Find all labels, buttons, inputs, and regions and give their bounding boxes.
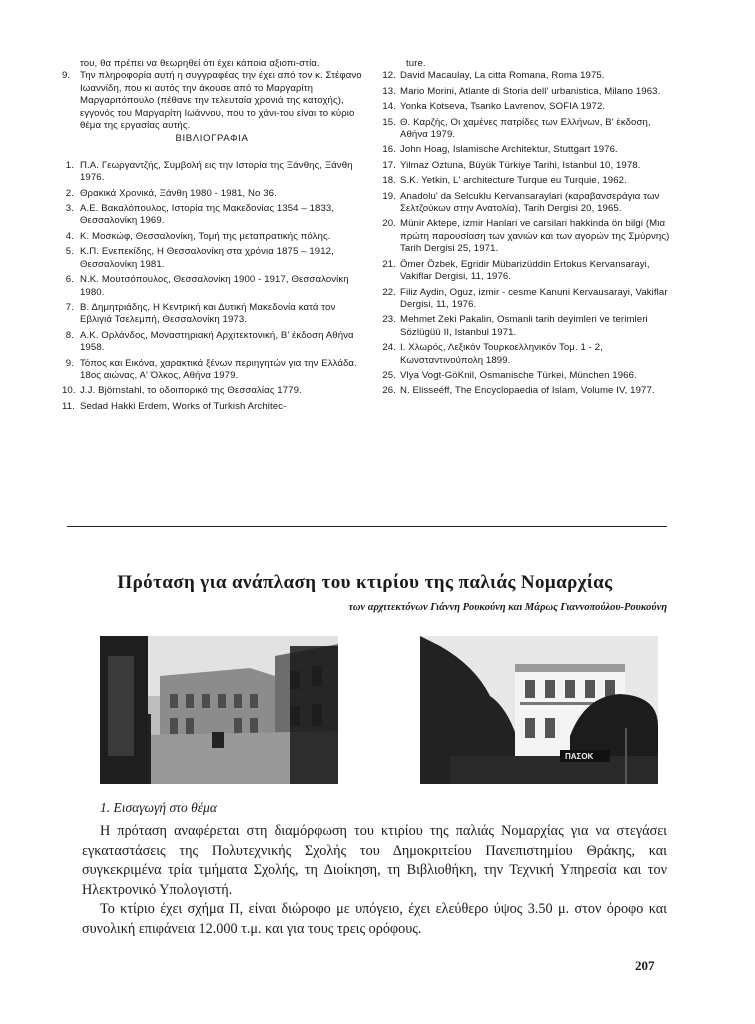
reference-text: Mario Morini, Atlante di Storia dell' urbanistica, Milano 1963. [400, 85, 661, 97]
reference-item [382, 160, 672, 172]
reference-number: 25. [382, 369, 396, 381]
reference-number: 24. [382, 342, 396, 354]
reference-number: 14. [382, 101, 396, 113]
reference-number: 4. [65, 230, 74, 242]
reference-number: 19. [382, 190, 396, 202]
reference-text: Θρακικά Χρονικά, Ξάνθη 1980 - 1981, No 36. [80, 187, 277, 199]
reference-item [62, 401, 362, 413]
photo-facade-image [420, 636, 658, 784]
photo-courtyard-image [100, 636, 338, 784]
reference-number: 15. [382, 116, 396, 128]
reference-list-left [62, 160, 362, 413]
footnote-text: Την πληροφορία αυτή η συγγραφέας την έχει από τον κ. Στέφανο Ιωαννίδη, που κι αυτός την άκουσε από το Μαργαρίτη Μαργαριτόπουλο (πέθανε την τελευταία χρονιά της κατοχής), εγγονός του Μαργαρίτη Ιωάννου, που το χάνι-του είναι το κύριο θέμα της εργασίας αυτής. [80, 70, 362, 132]
reference-number: 10. [62, 385, 76, 397]
reference-text: Κ. Μοσκώφ, Θεσσαλονίκη, Τομή της μεταπρατικής πόλης. [80, 230, 331, 242]
body-paragraph: Η πρόταση αναφέρεται στη διαμόρφωση του κτιρίου της παλιάς Νομαρχίας για να στεγάσει εγκαταστάσεις της Πολυτεχνικής Σχολής του Δημοκριτείου Πανεπιστημίου Θράκης, και συγκεκριμένα τρία τμήματα Σχολής, τη Διοίκηση, τη Βιβλιοθήκη, την Τεχνική Υπηρεσία και τον Ηλεκτρονικό Υπολογιστή. [82, 823, 667, 898]
reference-item [382, 259, 672, 284]
reference-text: Yilmaz Oztuna, Büyük Türkiye Tarihi, Istanbul 10, 1978. [400, 159, 641, 171]
reference-text: Mehmet Zeki Pakalin, Osmanli tarih deyimleri ve terimleri Sözlügüü II, Istanbul 1971. [400, 314, 648, 338]
reference-text: S.K. Yetkin, L' architecture Turque eu Turquie, 1962. [400, 175, 627, 187]
reference-item [382, 117, 672, 142]
section-divider [67, 526, 667, 527]
page-number: 207 [635, 958, 655, 973]
reference-text: Anadolu' da Selcuklu Kervansaraylari (καραβανσεράγια των Σελτζούκων στην Ανατολία), Tarih Dergisi 20, 1965. [400, 190, 660, 215]
reference-text: J.J. Björnstahl, το οδοιπορικό της Θεσσαλίας 1779. [80, 385, 302, 397]
reference-item [382, 70, 672, 82]
reference-text: Π.Α. Γεωργαντζής, Συμβολή εις την Ιστορία της Ξάνθης, Ξάνθη 1976. [80, 159, 353, 184]
reference-text: Θ. Καρζής, Οι χαμένες πατρίδες των Ελλήνων, Β' έκδοση, Αθήνα 1979. [400, 116, 651, 141]
reference-number: 11. [62, 400, 75, 412]
right-column [382, 58, 672, 401]
reference-text: Τόπος και Εικόνα, χαρακτικά ξένων περιηγητών για την Ελλάδα. 18ος αιώνας, Α' Όλκος, Αθήνα 1979. [80, 357, 357, 381]
reference-text: Yonka Kotseva, Tsanko Lavrenov, SOFIA 1972. [400, 101, 606, 113]
reference-list-right [382, 70, 672, 397]
reference-number: 5. [65, 246, 74, 258]
reference-number: 2. [65, 187, 74, 199]
reference-item [62, 246, 362, 271]
reference-item [382, 385, 672, 397]
article-authors: των αρχιτεκτόνων Γιάννη Ρουκούνη και Μάρως Γιαννοπούλου-Ρουκούνη [348, 602, 667, 613]
reference-text: Ν.Κ. Μουτσόπουλος, Θεσσαλονίκη 1900 - 1917, Θεσσαλονίκη 1980. [80, 274, 349, 298]
reference-item [62, 188, 362, 200]
reference-item [382, 314, 672, 339]
reference-text: Ι. Χλωρός, Λεξικόν Τουρκοελληνικόν Τομ. 1 - 2, Κωνσταντινούπολη 1899. [400, 342, 603, 366]
reference-number: 12. [382, 70, 396, 82]
reference-item [62, 358, 362, 383]
reference-text: John Hoag, Islamische Architektur, Stuttgart 1976. [400, 144, 618, 156]
reference-item [382, 175, 672, 187]
reference-item [382, 86, 672, 98]
reference-number: 23. [382, 314, 396, 326]
reference-item [382, 370, 672, 382]
reference-item [382, 101, 672, 113]
reference-item [62, 160, 362, 185]
reference-number: 6. [65, 274, 74, 286]
reference-number: 7. [65, 301, 74, 313]
reference-item [62, 330, 362, 355]
section-heading: 1. Εισαγωγή στο θέμα [100, 800, 217, 815]
reference-text: Filiz Aydin, Oguz, izmir - cesme Kanuni Kervausarayi, Vakiflar Dergisi, 11, 1976. [400, 286, 668, 310]
reference-text: Münir Aktepe, izmir Hanlari ve carsilari hakkinda ön bilgi (Μια πρώτη παρουσίαση των χανιών και των αγορών της Σμύρνης) Tarih Dergisi 25, 1971. [400, 218, 670, 255]
reference-text: Ömer Özbek, Egridir Mübarizüddin Ertokus Kervansarayi, Vakiflar Dergisi, 11, 1976. [400, 258, 650, 283]
reference-number: 17. [382, 159, 396, 171]
reference-number: 20. [382, 218, 396, 230]
reference-item [382, 191, 672, 216]
reference-number: 22. [382, 286, 396, 298]
reference-item [62, 385, 362, 397]
reference-item [62, 302, 362, 327]
reference-item [62, 203, 362, 228]
reference-text: Α.Ε. Βακαλόπουλος, Ιστορία της Μακεδονίας 1354 – 1833, Θεσσαλονίκη 1969. [80, 203, 335, 227]
photo-courtyard [100, 636, 338, 784]
footnote-number: 9. [62, 70, 71, 82]
reference-text: Sedad Hakki Erdem, Works of Turkish Architec- [80, 400, 287, 412]
reference-continued: ture. [406, 58, 426, 69]
note-continued: του, θα πρέπει να θεωρηθεί ότι έχει κάποια αξιοπι-στία. [80, 58, 320, 69]
reference-number: 21. [382, 258, 396, 270]
reference-text: N. Elisseéff, The Encyclopaedia of Islam, Volume IV, 1977. [400, 385, 655, 397]
reference-text: Κ.Π. Ενεπεκίδης, Η Θεσσαλονίκη στα χρόνια 1875 – 1912, Θεσσαλονίκη 1981. [80, 246, 334, 270]
left-column [62, 58, 362, 416]
reference-number: 26. [382, 385, 396, 397]
footnote-9 [62, 70, 362, 132]
reference-text: Α.Κ. Ορλάνδος, Μοναστηριακή Αρχιτεκτονική, Β' έκδοση Αθήνα 1958. [80, 329, 354, 354]
article-title: Πρόταση για ανάπλαση του κτιρίου της παλιάς Νομαρχίας [117, 572, 613, 593]
photo-sign-text: ΠΑΣΟΚ [565, 752, 594, 761]
reference-item [382, 342, 672, 367]
reference-text: David Macaulay, La citta Romana, Roma 1975. [400, 70, 605, 82]
reference-text: Β. Δημητριάδης, Η Κεντρική και Δυτική Μακεδονία κατά τον Εβλιγιά Τσελεμπή, Θεσσαλονίκη 1973. [80, 301, 336, 326]
reference-number: 3. [65, 203, 74, 215]
reference-item [382, 144, 672, 156]
reference-item [62, 274, 362, 299]
photo-facade [420, 636, 658, 784]
bibliography-heading: ΒΙΒΛΙΟΓΡΑΦΙΑ [175, 133, 249, 145]
body-paragraph: Το κτίριο έχει σχήμα Π, είναι διώροφο με υπόγειο, έχει ελεύθερο ύψος 3.50 μ. στον όροφο και συνολική επιφάνεια 12.000 τ.μ. και για τους τρεις ορόφους. [82, 901, 667, 937]
reference-item [382, 218, 672, 255]
reference-item [62, 231, 362, 243]
reference-number: 9. [65, 357, 74, 369]
reference-item [382, 287, 672, 312]
reference-text: Vlya Vogt-GöKnil, Osmanische Türkei, München 1966. [400, 369, 637, 381]
reference-number: 13. [382, 85, 396, 97]
reference-number: 8. [65, 329, 74, 341]
reference-number: 18. [382, 175, 396, 187]
reference-number: 1. [65, 159, 74, 171]
reference-number: 16. [382, 144, 396, 156]
